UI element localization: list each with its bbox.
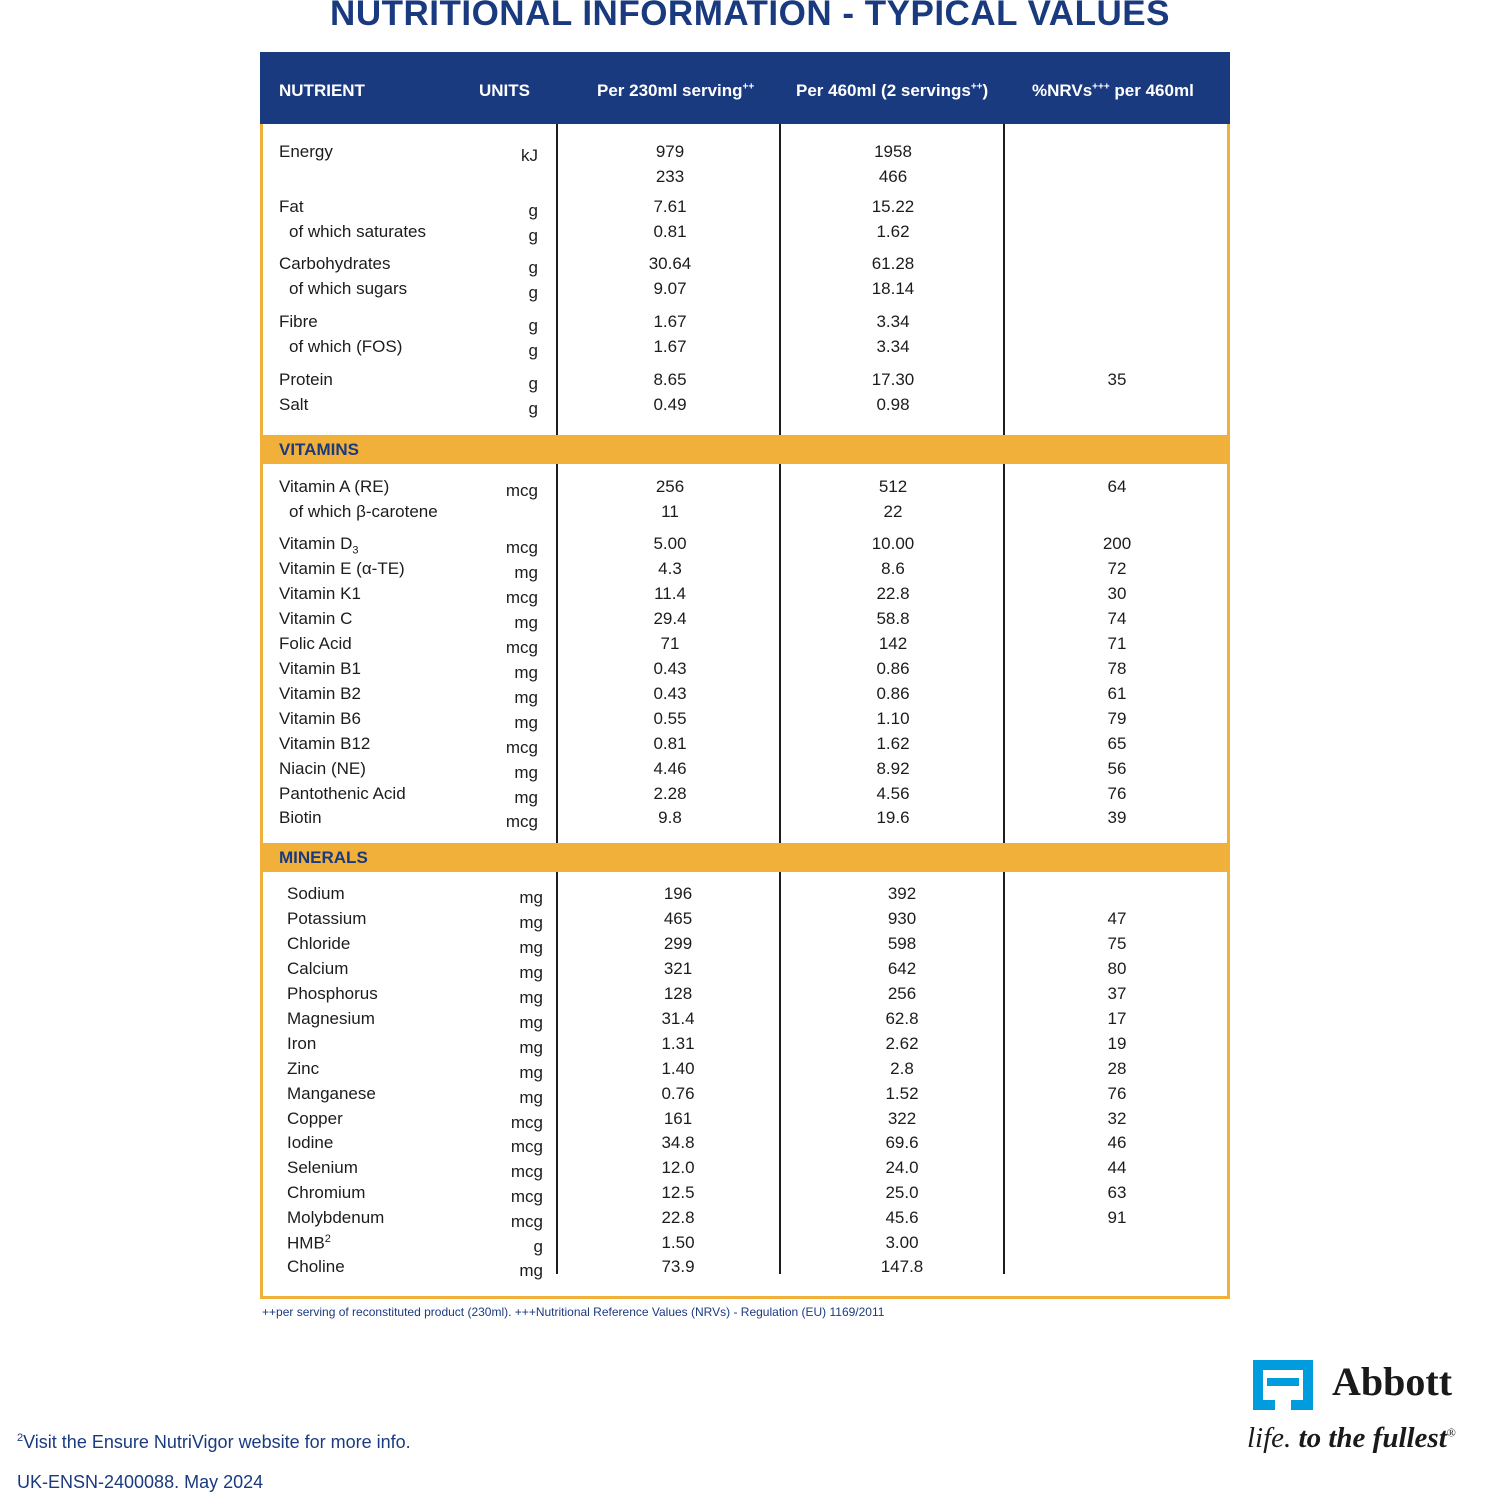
value-nrv: 19 <box>1107 1034 1127 1053</box>
table-row <box>263 808 1227 833</box>
nutrient-name: Salt <box>279 395 309 414</box>
nutrient-unit: mcg <box>505 638 538 657</box>
nutrient-unit: mg <box>519 1088 543 1107</box>
nutrient-name: Sodium <box>287 884 345 903</box>
value-per-460ml: 24.0 <box>885 1158 919 1177</box>
value-per-230ml: 7.61 <box>653 197 687 216</box>
nutrient-unit: mg <box>519 938 543 957</box>
value-per-230ml: 0.76 <box>661 1084 695 1103</box>
value-per-230ml: 0.43 <box>653 684 687 703</box>
nutrient-unit: g <box>528 283 538 302</box>
value-per-460ml: 58.8 <box>876 609 910 628</box>
value-nrv: 75 <box>1107 934 1127 953</box>
value-nrv: 74 <box>1107 609 1127 628</box>
table-row <box>263 395 1227 420</box>
website-note: $^2$Visit the Ensure NutriVigor website for more info. <box>17 1432 411 1452</box>
nutrient-name: HMB$^2$ <box>287 1233 331 1253</box>
nutrition-table <box>260 52 1230 1299</box>
value-per-230ml: 11 <box>661 502 679 521</box>
table-row <box>263 370 1227 395</box>
nutrient-name: Vitamin B1 <box>279 659 361 678</box>
nutrient-unit: mg <box>514 763 538 782</box>
value-per-230ml: 2.28 <box>653 784 687 803</box>
table-row <box>263 884 1227 909</box>
nutrient-unit: mg <box>514 613 538 632</box>
nutrient-unit: g <box>528 258 538 277</box>
value-per-460ml: 642 <box>887 959 917 978</box>
value-nrv: 71 <box>1107 634 1127 653</box>
nutrient-unit: mcg <box>505 588 538 607</box>
value-nrv: 46 <box>1107 1133 1127 1152</box>
value-nrv: 30 <box>1107 584 1127 603</box>
value-nrv: 79 <box>1107 709 1127 728</box>
nutrient-name: Iodine <box>287 1133 334 1152</box>
value-per-460ml: 0.86 <box>876 684 910 703</box>
value-per-460ml: 62.8 <box>885 1009 919 1028</box>
table-row <box>263 659 1227 684</box>
value-per-230ml: 0.49 <box>653 395 687 414</box>
nutrient-unit: mcg <box>510 1137 543 1156</box>
nutrient-name: Chloride <box>287 934 351 953</box>
value-nrv: 37 <box>1107 984 1127 1003</box>
nutrient-unit: g <box>528 201 538 220</box>
value-nrv: 78 <box>1107 659 1127 678</box>
table-row <box>263 909 1227 934</box>
value-per-230ml: 4.46 <box>653 759 687 778</box>
nutrient-unit: mg <box>514 663 538 682</box>
table-row <box>263 934 1227 959</box>
nutrient-name: Vitamin K1 <box>279 584 361 603</box>
value-per-230ml: 1.67 <box>653 337 687 356</box>
nutrient-name: of which (FOS) <box>289 337 403 356</box>
value-per-230ml: 9.8 <box>658 808 682 827</box>
value-per-230ml: 465 <box>663 909 693 928</box>
header-per-460ml: Per 460ml (2 servings++) <box>796 81 989 100</box>
header-nrv: %NRVs+++ per 460ml <box>1032 81 1194 100</box>
table-row <box>263 1233 1227 1258</box>
nutrient-name: Selenium <box>287 1158 358 1177</box>
value-per-460ml: 322 <box>887 1109 917 1128</box>
value-per-460ml: 22.8 <box>876 584 910 603</box>
table-row <box>263 167 1227 192</box>
value-per-460ml: 10.00 <box>871 534 915 553</box>
table-row <box>263 477 1227 502</box>
table-row <box>263 634 1227 659</box>
value-nrv: 64 <box>1107 477 1127 496</box>
nutrient-unit: mg <box>519 988 543 1007</box>
value-per-460ml: 392 <box>887 884 917 903</box>
value-per-230ml: 196 <box>663 884 693 903</box>
value-per-460ml: 1958 <box>874 142 912 161</box>
table-row <box>263 559 1227 584</box>
nutrient-name: of which β-carotene <box>289 502 438 521</box>
value-per-460ml: 25.0 <box>885 1183 919 1202</box>
nutrient-unit: mg <box>514 563 538 582</box>
value-per-460ml: 147.8 <box>880 1257 924 1276</box>
nutrient-unit: mcg <box>505 812 538 831</box>
nutrient-unit: mg <box>514 788 538 807</box>
header-units: UNITS <box>479 81 530 100</box>
nutrient-name: of which sugars <box>289 279 408 298</box>
value-nrv: 44 <box>1107 1158 1127 1177</box>
value-nrv: 76 <box>1107 784 1127 803</box>
value-per-460ml: 598 <box>887 934 917 953</box>
table-row <box>263 142 1227 167</box>
nutrient-name: Energy <box>279 142 333 161</box>
nutrient-name: Potassium <box>287 909 367 928</box>
value-per-460ml: 3.34 <box>876 337 910 356</box>
value-nrv: 56 <box>1107 759 1127 778</box>
value-per-230ml: 1.50 <box>661 1233 695 1252</box>
table-row <box>263 609 1227 634</box>
table-row <box>263 1183 1227 1208</box>
value-per-230ml: 1.67 <box>653 312 687 331</box>
nutrient-name: Vitamin B6 <box>279 709 361 728</box>
nutrient-unit: mg <box>519 1038 543 1057</box>
value-per-460ml: 0.98 <box>876 395 910 414</box>
nutrient-name: Chromium <box>287 1183 366 1202</box>
brand-name: Abbott <box>1332 1359 1453 1404</box>
value-nrv: 32 <box>1107 1109 1127 1128</box>
value-per-460ml: 142 <box>878 634 908 653</box>
value-per-230ml: 31.4 <box>661 1009 695 1028</box>
value-nrv: 17 <box>1107 1009 1127 1028</box>
page-title: NUTRITIONAL INFORMATION - TYPICAL VALUES <box>330 0 1170 33</box>
table-row <box>263 734 1227 759</box>
nutrient-name: Magnesium <box>287 1009 375 1028</box>
nutrient-unit: mg <box>514 713 538 732</box>
value-per-230ml: 22.8 <box>661 1208 695 1227</box>
value-per-230ml: 233 <box>655 167 685 186</box>
value-per-230ml: 128 <box>663 984 693 1003</box>
nutrient-name: Fibre <box>279 312 318 331</box>
value-nrv: 72 <box>1107 559 1127 578</box>
table-row <box>263 337 1227 362</box>
value-per-230ml: 256 <box>655 477 685 496</box>
table-row <box>263 502 1227 527</box>
nutrient-unit: g <box>528 316 538 335</box>
nutrient-unit: mg <box>519 888 543 907</box>
value-per-460ml: 1.62 <box>876 734 910 753</box>
value-nrv: 63 <box>1107 1183 1127 1202</box>
nutrient-name: Vitamin B12 <box>279 734 371 753</box>
nutrient-unit: mg <box>519 1063 543 1082</box>
value-nrv: 47 <box>1107 909 1127 928</box>
table-row <box>263 984 1227 1009</box>
nutrient-unit: g <box>528 226 538 245</box>
nutrient-unit: mg <box>519 963 543 982</box>
nutrient-name: Iron <box>287 1034 317 1053</box>
nutrient-name: Molybdenum <box>287 1208 385 1227</box>
value-per-230ml: 9.07 <box>653 279 687 298</box>
value-nrv: 76 <box>1107 1084 1127 1103</box>
value-per-460ml: 8.6 <box>881 559 905 578</box>
nutrient-name: Carbohydrates <box>279 254 391 273</box>
value-per-230ml: 0.81 <box>653 222 687 241</box>
table-row <box>263 222 1227 247</box>
value-nrv: 200 <box>1102 534 1132 553</box>
nutrient-name: Pantothenic Acid <box>279 784 406 803</box>
table-row <box>263 254 1227 279</box>
value-per-230ml: 0.55 <box>653 709 687 728</box>
table-row <box>263 1109 1227 1134</box>
value-per-230ml: 5.00 <box>653 534 687 553</box>
value-nrv: 80 <box>1107 959 1127 978</box>
value-nrv: 39 <box>1107 808 1127 827</box>
value-per-460ml: 4.56 <box>876 784 910 803</box>
value-per-230ml: 1.31 <box>661 1034 695 1053</box>
nutrient-name: Vitamin B2 <box>279 684 361 703</box>
nutrient-name: of which saturates <box>289 222 427 241</box>
value-nrv: 35 <box>1107 370 1127 389</box>
value-per-460ml: 466 <box>878 167 908 186</box>
value-per-230ml: 0.81 <box>653 734 687 753</box>
nutrient-name: Calcium <box>287 959 349 978</box>
value-nrv: 28 <box>1107 1059 1127 1078</box>
value-per-230ml: 12.5 <box>661 1183 695 1202</box>
value-per-460ml: 8.92 <box>876 759 910 778</box>
value-nrv: 65 <box>1107 734 1127 753</box>
section-minerals-header: MINERALS <box>263 843 1227 872</box>
value-per-460ml: 1.62 <box>876 222 910 241</box>
header-per-230ml: Per 230ml serving++ <box>597 81 755 100</box>
table-row <box>263 709 1227 734</box>
nutrient-unit: g <box>533 1237 543 1256</box>
value-per-460ml: 1.10 <box>876 709 910 728</box>
value-per-230ml: 11.4 <box>654 584 686 603</box>
abbott-logo-icon <box>1247 1356 1319 1414</box>
table-row <box>263 279 1227 304</box>
nutrient-unit: mg <box>519 913 543 932</box>
value-per-230ml: 321 <box>663 959 693 978</box>
nutrient-unit: mg <box>514 688 538 707</box>
nutrient-unit: mg <box>519 1013 543 1032</box>
nutrient-name: Vitamin A (RE) <box>279 477 390 496</box>
value-per-230ml: 73.9 <box>661 1257 695 1276</box>
nutrient-name: Protein <box>279 370 333 389</box>
value-per-460ml: 18.14 <box>871 279 915 298</box>
nutrient-unit: kJ <box>521 146 538 165</box>
nutrient-name: Folic Acid <box>279 634 352 653</box>
value-per-460ml: 256 <box>887 984 917 1003</box>
table-row <box>263 784 1227 809</box>
table-footnote: ++per serving of reconstituted product (230ml). +++Nutritional Reference Values (NRVs) - Regulation (EU) 1169/2011 <box>262 1305 885 1319</box>
value-per-460ml: 1.52 <box>885 1084 919 1103</box>
nutrient-unit: mcg <box>510 1113 543 1132</box>
table-row <box>263 1158 1227 1183</box>
value-per-460ml: 15.22 <box>871 197 915 216</box>
value-nrv: 91 <box>1107 1208 1127 1227</box>
value-per-230ml: 161 <box>663 1109 693 1128</box>
brand-tagline: life. to the fullest® <box>1247 1422 1456 1454</box>
nutrient-name: Biotin <box>279 808 322 827</box>
table-row <box>263 959 1227 984</box>
table-row <box>263 584 1227 609</box>
nutrient-name: Zinc <box>287 1059 320 1078</box>
value-per-460ml: 3.00 <box>885 1233 919 1252</box>
nutrient-name: Copper <box>287 1109 343 1128</box>
value-per-460ml: 22 <box>883 502 903 521</box>
header-nutrient: NUTRIENT <box>279 81 365 100</box>
value-per-460ml: 19.6 <box>876 808 910 827</box>
nutrient-unit: mcg <box>505 538 538 557</box>
value-per-460ml: 2.62 <box>885 1034 919 1053</box>
value-per-230ml: 0.43 <box>653 659 687 678</box>
nutrient-unit: mcg <box>505 738 538 757</box>
nutrient-name: Phosphorus <box>287 984 378 1003</box>
value-per-230ml: 12.0 <box>661 1158 695 1177</box>
table-header <box>260 52 1230 124</box>
value-per-460ml: 61.28 <box>871 254 915 273</box>
table-row <box>263 1034 1227 1059</box>
table-row <box>263 1059 1227 1084</box>
nutrient-name: Niacin (NE) <box>279 759 366 778</box>
value-per-460ml: 69.6 <box>885 1133 919 1152</box>
value-per-230ml: 4.3 <box>658 559 682 578</box>
section-vitamins-header: VITAMINS <box>263 435 1227 464</box>
value-per-230ml: 30.64 <box>648 254 692 273</box>
nutrient-name: Manganese <box>287 1084 376 1103</box>
table-row <box>263 684 1227 709</box>
nutrient-name: Fat <box>279 197 304 216</box>
value-per-460ml: 2.8 <box>890 1059 914 1078</box>
nutrient-unit: mg <box>519 1261 543 1280</box>
value-per-460ml: 930 <box>887 909 917 928</box>
nutrient-unit: mcg <box>510 1162 543 1181</box>
value-per-230ml: 1.40 <box>661 1059 695 1078</box>
nutrient-unit: mcg <box>510 1187 543 1206</box>
nutrient-unit: g <box>528 374 538 393</box>
value-per-230ml: 979 <box>655 142 685 161</box>
table-row <box>263 312 1227 337</box>
table-row <box>263 1009 1227 1034</box>
table-row <box>263 197 1227 222</box>
value-nrv: 61 <box>1107 684 1127 703</box>
nutrient-unit: mcg <box>505 481 538 500</box>
value-per-460ml: 3.34 <box>876 312 910 331</box>
value-per-230ml: 34.8 <box>661 1133 695 1152</box>
table-row <box>263 534 1227 559</box>
table-row <box>263 1133 1227 1158</box>
value-per-230ml: 29.4 <box>653 609 687 628</box>
table-row <box>263 1208 1227 1233</box>
nutrient-unit: g <box>528 341 538 360</box>
value-per-460ml: 0.86 <box>876 659 910 678</box>
nutrient-name: Choline <box>287 1257 345 1276</box>
document-code: UK-ENSN-2400088. May 2024 <box>17 1472 264 1492</box>
table-row <box>263 1084 1227 1109</box>
table-row <box>263 759 1227 784</box>
nutrient-name: Vitamin C <box>279 609 353 628</box>
value-per-460ml: 45.6 <box>885 1208 919 1227</box>
nutrient-name: Vitamin E (α-TE) <box>279 559 405 578</box>
value-per-230ml: 71 <box>660 634 680 653</box>
table-row <box>263 1257 1227 1282</box>
value-per-230ml: 299 <box>663 934 693 953</box>
nutrient-unit: mcg <box>510 1212 543 1231</box>
nutrient-name: Vitamin $D_3$ <box>279 534 359 557</box>
value-per-230ml: 8.65 <box>653 370 687 389</box>
nutrient-unit: g <box>528 399 538 418</box>
value-per-460ml: 17.30 <box>871 370 915 389</box>
value-per-460ml: 512 <box>878 477 908 496</box>
